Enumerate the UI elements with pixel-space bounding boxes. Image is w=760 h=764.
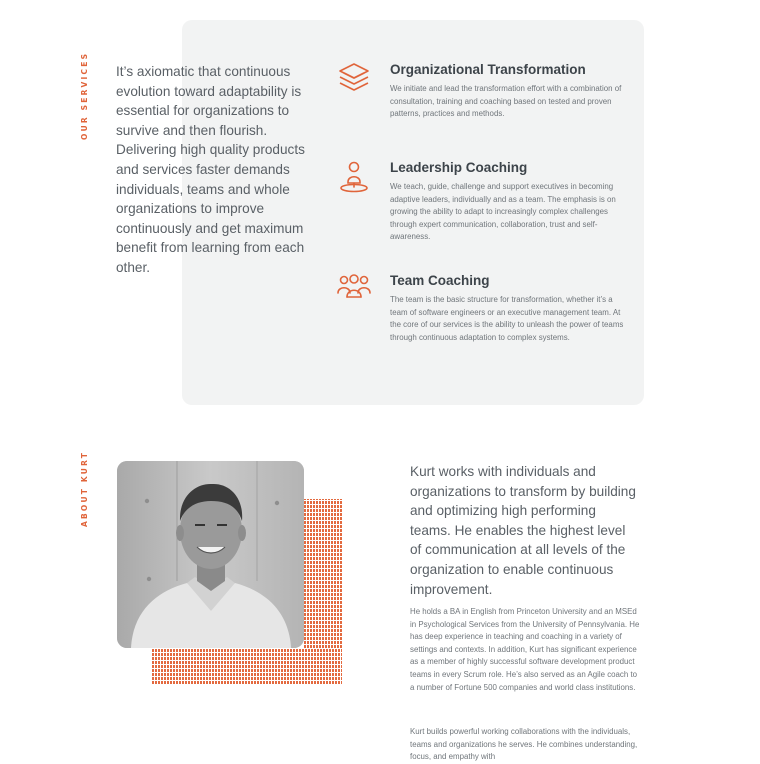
service-title: Organizational Transformation <box>390 62 586 77</box>
service-title: Team Coaching <box>390 273 490 288</box>
person-pin-icon <box>336 160 372 194</box>
team-icon <box>336 273 372 307</box>
service-title: Leadership Coaching <box>390 160 528 175</box>
about-bio-paragraph-2: Kurt builds powerful working collaborations with the individuals, teams and organizations he serves. He combines understanding, focus, and empathy with <box>410 727 638 762</box>
our-services-label: OUR SERVICES <box>80 51 89 140</box>
about-kurt-label: ABOUT KURT <box>80 450 89 527</box>
service-description: The team is the basic structure for transformation, whether it’s a team of software engineers or an executive management team. At the core of our services is the ability to unleash the power of teams through continuous adaptation to complex systems. <box>390 295 624 342</box>
service-description: We teach, guide, challenge and support executives in becoming adaptive leaders, individually and as a team. The emphasis is on growing the ability to adapt to increasingly complex challenges through expert communication, collaboration, trust and self-awareness. <box>390 182 616 242</box>
kurt-portrait-photo <box>117 461 304 648</box>
services-intro: It’s axiomatic that continuous evolution toward adaptability is essential for organizations to survive and then flourish. Delivering high quality products and services faster demands individuals, teams and whole organizations to improve continuously and get maximum benefit from learning from each other. <box>116 64 305 275</box>
decorative-pattern-bottom <box>152 648 342 685</box>
layers-icon <box>336 62 372 96</box>
about-bio-paragraph-1: He holds a BA in English from Princeton University and an MSEd in Psychological Services from the University of Pennsylvania. He has deep experience in teaching and coaching in a variety of settings and contexts. In addition, Kurt has significant experience as a member of highly successful software development product teams in every Scrum role. He’s also served as an Agile coach to a number of Fortune 500 companies and world class institutions. <box>410 607 640 692</box>
about-lead-text: Kurt works with individuals and organizations to transform by building and optimizing high performing teams. He enables the highest level of communication at all levels of the organization to enable continuous improvement. <box>410 464 636 597</box>
service-description: We initiate and lead the transformation effort with a combination of consultation, training and coaching based on tested and proven patterns, practices and methods. <box>390 84 622 119</box>
